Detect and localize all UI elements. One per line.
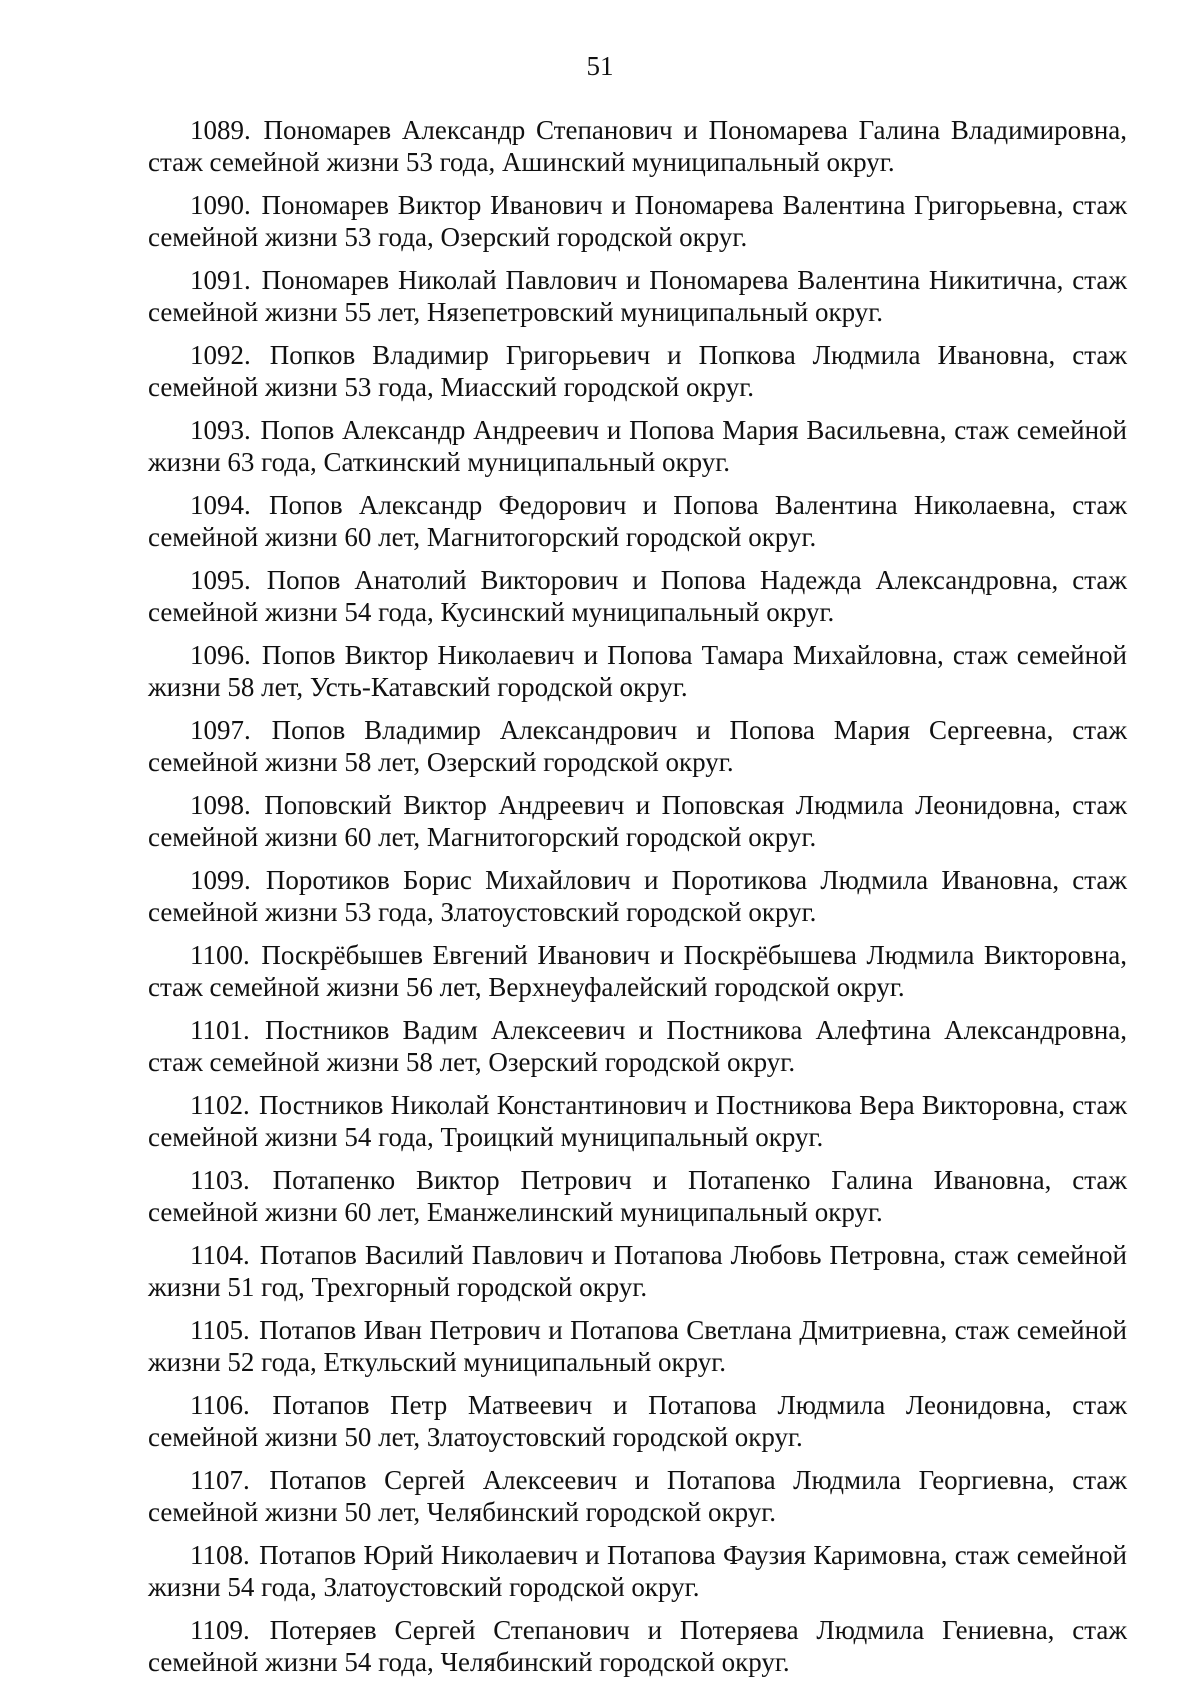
entry-number: 1108. — [190, 1540, 250, 1570]
entry-number: 1094. — [190, 490, 251, 520]
list-item — [148, 1614, 1127, 1678]
entry-number: 1101. — [190, 1015, 250, 1045]
entry-text: Попов Владимир Александрович и Попова Мария Сергеевна, стаж семейной жизни 58 лет, Озерский городской округ. — [148, 715, 1127, 777]
entry-number: 1097. — [190, 715, 251, 745]
list-item — [148, 864, 1127, 928]
list-item — [148, 1239, 1127, 1303]
entry-number: 1089. — [190, 115, 251, 145]
entry-text: Попков Владимир Григорьевич и Попкова Людмила Ивановна, стаж семейной жизни 53 года, Миасский городской округ. — [148, 340, 1128, 402]
list-item — [148, 1539, 1127, 1603]
entry-text: Потапов Сергей Алексеевич и Потапова Людмила Георгиевна, стаж семейной жизни 50 лет, Челябинский городской округ. — [148, 1465, 1127, 1527]
entry-number: 1091. — [190, 265, 251, 295]
list-item — [148, 414, 1127, 478]
entry-number: 1098. — [190, 790, 251, 820]
list-item — [148, 714, 1127, 778]
list-item — [148, 1314, 1127, 1378]
entry-number: 1103. — [190, 1165, 250, 1195]
entry-text: Попов Александр Федорович и Попова Валентина Николаевна, стаж семейной жизни 60 лет, Магнитогорский городской округ. — [148, 490, 1128, 552]
entry-number: 1099. — [190, 865, 251, 895]
list-item — [148, 189, 1127, 253]
list-item — [148, 1389, 1127, 1453]
page-number: 51 — [586, 51, 614, 81]
list-item — [148, 489, 1127, 553]
list-item — [148, 339, 1127, 403]
entry-text: Попов Виктор Николаевич и Попова Тамара Михайловна, стаж семейной жизни 58 лет, Усть-Катавский городской округ. — [148, 640, 1127, 702]
entry-text: Поскрёбышев Евгений Иванович и Поскрёбышева Людмила Викторовна, стаж семейной жизни 56 лет, Верхнеуфалейский городской округ. — [148, 940, 1127, 1002]
entry-text: Потапенко Виктор Петрович и Потапенко Галина Ивановна, стаж семейной жизни 60 лет, Еманжелинский муниципальный округ. — [148, 1165, 1127, 1227]
entry-text: Пономарев Николай Павлович и Пономарева Валентина Никитична, стаж семейной жизни 55 лет, Нязепетровский муниципальный округ. — [148, 265, 1127, 327]
entry-text: Постников Вадим Алексеевич и Постникова Алефтина Александровна, стаж семейной жизни 58 лет, Озерский городской округ. — [148, 1015, 1128, 1077]
entry-text: Потапов Василий Павлович и Потапова Любовь Петровна, стаж семейной жизни 51 год, Трехгорный городской округ. — [148, 1240, 1127, 1302]
entry-number: 1092. — [190, 340, 251, 370]
entry-text: Потеряев Сергей Степанович и Потеряева Людмила Гениевна, стаж семейной жизни 54 года, Челябинский городской округ. — [148, 1615, 1127, 1677]
entry-text: Поповский Виктор Андреевич и Поповская Людмила Леонидовна, стаж семейной жизни 60 лет, Магнитогорский городской округ. — [148, 790, 1127, 852]
entry-number: 1102. — [190, 1090, 250, 1120]
entry-text: Поротиков Борис Михайлович и Поротикова Людмила Ивановна, стаж семейной жизни 53 года, Златоустовский городской округ. — [148, 865, 1128, 927]
entry-text: Пономарев Виктор Иванович и Пономарева Валентина Григорьевна, стаж семейной жизни 53 года, Озерский городской округ. — [148, 190, 1127, 252]
entry-text: Потапов Иван Петрович и Потапова Светлана Дмитриевна, стаж семейной жизни 52 года, Еткульский муниципальный округ. — [148, 1315, 1128, 1377]
entry-text: Пономарев Александр Степанович и Пономарева Галина Владимировна, стаж семейной жизни 53 года, Ашинский муниципальный округ. — [148, 115, 1127, 177]
list-item — [148, 639, 1127, 703]
entry-text: Постников Николай Константинович и Постникова Вера Викторовна, стаж семейной жизни 54 года, Троицкий муниципальный округ. — [148, 1090, 1128, 1152]
list-item — [148, 1089, 1127, 1153]
entry-number: 1105. — [190, 1315, 250, 1345]
entry-number: 1095. — [190, 565, 251, 595]
list-item — [148, 564, 1127, 628]
entry-number: 1093. — [190, 415, 251, 445]
entry-list — [148, 114, 1127, 1689]
entry-text: Потапов Юрий Николаевич и Потапова Фаузия Каримовна, стаж семейной жизни 54 года, Златоустовский городской округ. — [148, 1540, 1128, 1602]
list-item — [148, 1014, 1127, 1078]
list-item — [148, 789, 1127, 853]
entry-text: Попов Анатолий Викторович и Попова Надежда Александровна, стаж семейной жизни 54 года, Кусинский муниципальный округ. — [148, 565, 1127, 627]
list-item — [148, 939, 1127, 1003]
entry-number: 1109. — [190, 1615, 250, 1645]
entry-text: Попов Александр Андреевич и Попова Мария Васильевна, стаж семейной жизни 63 года, Саткинский муниципальный округ. — [148, 415, 1127, 477]
list-item — [148, 114, 1127, 178]
entry-number: 1107. — [190, 1465, 250, 1495]
entry-number: 1090. — [190, 190, 251, 220]
entry-number: 1106. — [190, 1390, 250, 1420]
entry-text: Потапов Петр Матвеевич и Потапова Людмила Леонидовна, стаж семейной жизни 50 лет, Златоустовский городской округ. — [148, 1390, 1127, 1452]
list-item — [148, 264, 1127, 328]
entry-number: 1104. — [190, 1240, 250, 1270]
entry-number: 1100. — [190, 940, 250, 970]
entry-number: 1096. — [190, 640, 251, 670]
list-item — [148, 1464, 1127, 1528]
list-item — [148, 1164, 1127, 1228]
